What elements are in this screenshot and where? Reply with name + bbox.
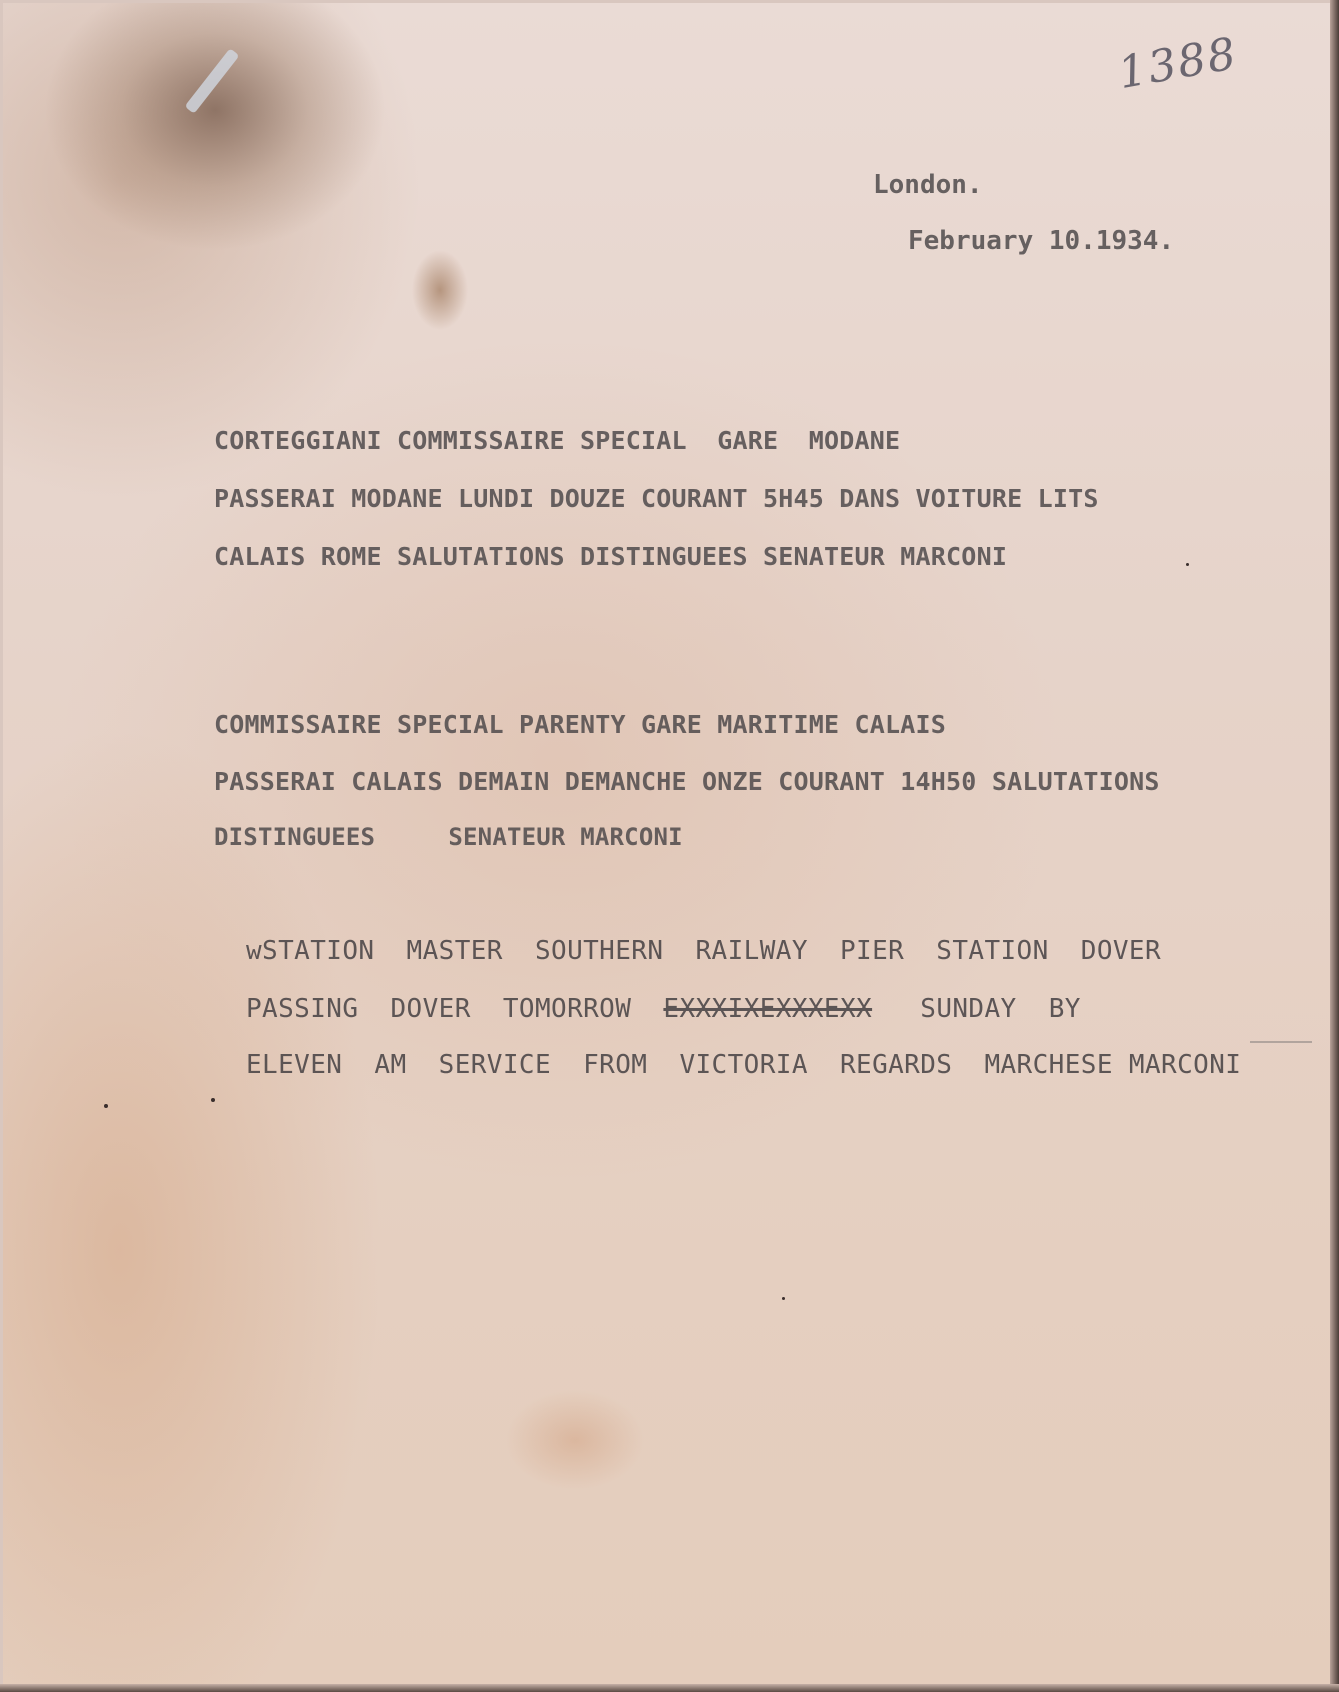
telegram-3-line-3: ELEVEN AM SERVICE FROM VICTORIA REGARDS MARCHESE MARCONI [246,1050,1242,1080]
telegram-1-line-1: CORTEGGIANI COMMISSAIRE SPECIAL GARE MODANE [214,426,901,455]
handwritten-folio-number: 1388 [1114,27,1242,100]
letter-place: London. [873,170,983,200]
paper-speck [1186,563,1189,566]
struck-out-text: EXXXIXEXXXEXX [663,994,873,1024]
paper-speck [211,1098,215,1102]
telegram-1-line-3: CALAIS ROME SALUTATIONS DISTINGUEES SENATEUR MARCONI [214,542,1008,571]
telegram-3-line-2-text: PASSING DOVER TOMORROW [246,994,632,1024]
telegram-2-line-1: COMMISSAIRE SPECIAL PARENTY GARE MARITIME CALAIS [214,710,947,739]
telegram-3-line-2 [246,994,1081,1024]
telegram-3-line-2-end: SUNDAY BY [920,994,1081,1024]
telegram-2-line-2: PASSERAI CALAIS DEMAIN DEMANCHE ONZE COURANT 14H50 SALUTATIONS [214,767,1160,796]
telegram-3-line-1: wSTATION MASTER SOUTHERN RAILWAY PIER STATION DOVER [246,936,1162,966]
pen-stroke-mark [1250,1041,1312,1043]
letter-date: February 10.1934. [908,226,1175,256]
paper-speck [104,1104,108,1108]
page-edge-shadow [1330,0,1339,1692]
telegram-1-line-2: PASSERAI MODANE LUNDI DOUZE COURANT 5H45 DANS VOITURE LITS [214,484,1099,513]
page-bottom-shadow [0,1684,1339,1692]
paper-speck [782,1297,785,1300]
telegram-2-line-3: DISTINGUEES SENATEUR MARCONI [214,823,683,851]
paper-tear-mark [184,48,239,114]
